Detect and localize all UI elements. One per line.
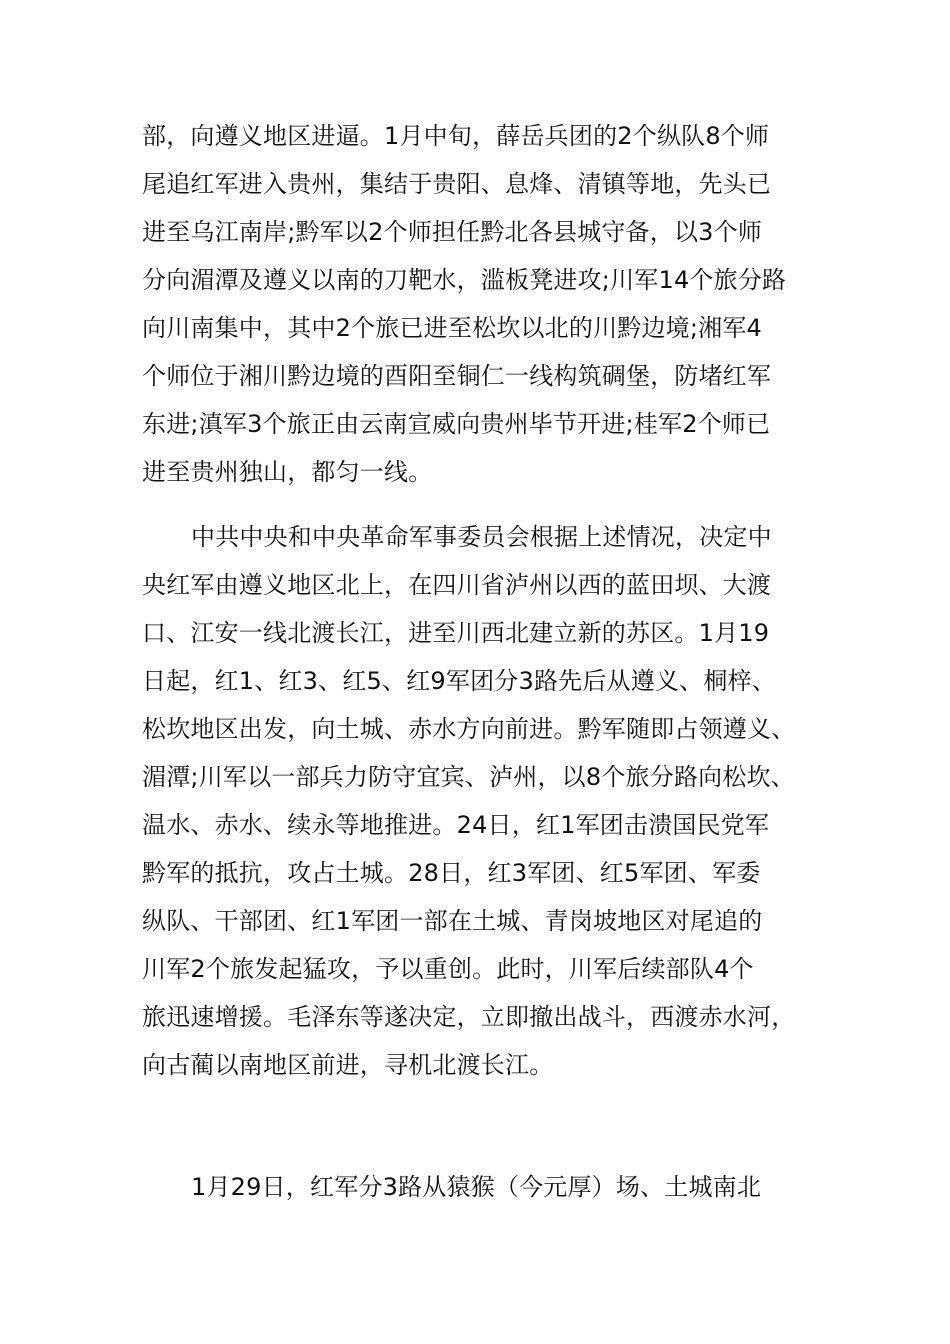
paragraph-1 [142, 112, 832, 496]
paragraph-line: 个师位于湘川黔边境的酉阳至铜仁一线构筑碉堡，防堵红军 [142, 362, 772, 390]
paragraph-line: 湄潭;川军以一部兵力防守宜宾、泸州，以8个旅分路向松坎、 [142, 763, 795, 791]
paragraph-line: 尾追红军进入贵州，集结于贵阳、息烽、清镇等地，先头已 [142, 170, 772, 198]
paragraph-line: 进至乌江南岸;黔军以2个师担任黔北各县城守备，以3个师 [142, 218, 763, 246]
paragraph-line: 中共中央和中央革命军事委员会根据上述情况，决定中 [191, 523, 772, 551]
paragraph-line: 东进;滇军3个旅正由云南宣威向贵州毕节开进;桂军2个师已 [142, 410, 771, 438]
paragraph-line: 向古蔺以南地区前进，寻机北渡长江。 [142, 1051, 554, 1079]
paragraph-line: 黔军的抵抗，攻占土城。28日，红3军团、红5军团、军委 [142, 859, 761, 887]
paragraph-line: 旅迅速增援。毛泽东等遂决定，立即撤出战斗，西渡赤水河， [142, 1003, 796, 1031]
paragraph-line: 部，向遵义地区进逼。1月中旬，薛岳兵团的2个纵队8个师 [142, 122, 770, 150]
paragraph-line: 日起，红1、红3、红5、红9军团分3路先后从遵义、桐梓、 [142, 667, 776, 695]
paragraph-line: 松坎地区出发，向土城、赤水方向前进。黔军随即占领遵义、 [142, 715, 796, 743]
paragraph-line: 温水、赤水、续永等地推进。24日，红1军团击溃国民党军 [142, 811, 770, 839]
paragraph-line: 向川南集中，其中2个旅已进至松坎以北的川黔边境;湘军4 [142, 314, 763, 342]
paragraph-line: 川军2个旅发起猛攻，予以重创。此时，川军后续部队4个 [142, 955, 754, 983]
paragraph-line: 央红军由遵义地区北上，在四川省泸州以西的蓝田坝、大渡 [142, 571, 772, 599]
paragraph-line: 纵队、干部团、红1军团一部在土城、青岗坡地区对尾追的 [142, 907, 763, 935]
paragraph-line: 口、江安一线北渡长江，进至川西北建立新的苏区。1月19 [142, 619, 770, 647]
paragraph-3 [142, 1163, 832, 1211]
paragraph-line: 1月29日，红军分3路从猿猴（今元厚）场、土城南北 [191, 1173, 762, 1201]
paragraph-line: 分向湄潭及遵义以南的刀靶水，滥板凳进攻;川军14个旅分路 [142, 266, 787, 294]
paragraph-line: 进至贵州独山，都匀一线。 [142, 458, 433, 486]
paragraph-2 [142, 513, 832, 1089]
